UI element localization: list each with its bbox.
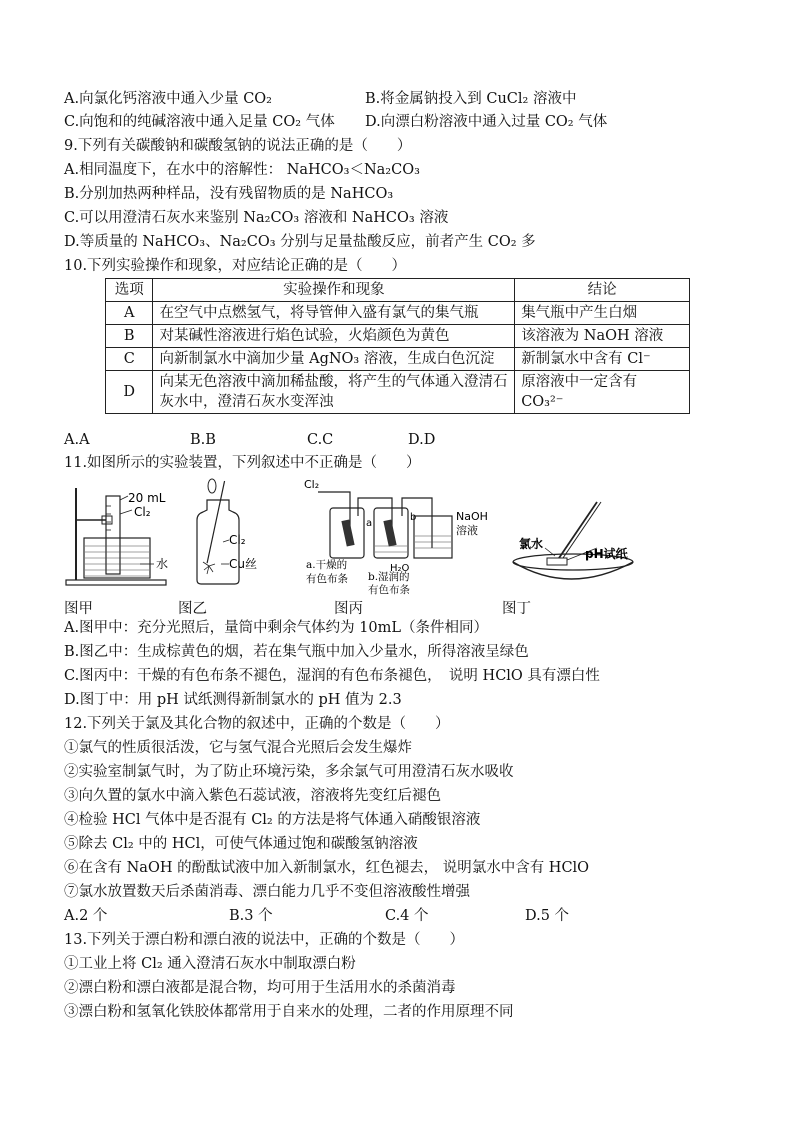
table-cell-option: A	[106, 302, 153, 325]
q8-option-d: D.向漂白粉溶液中通入过量 CO₂ 气体	[365, 114, 608, 130]
q11-stem: 11.如图所示的实验装置，下列叙述中不正确是（ ）	[64, 455, 421, 471]
fig-ding-paper-label: pH试纸	[585, 547, 628, 561]
table-header-conclusion: 结论	[515, 279, 690, 302]
q12-item: ④检验 HCl 气体中是否混有 Cl₂ 的方法是将气体通入硝酸银溶液	[64, 812, 481, 828]
q12-item: ⑦氯水放置数天后杀菌消毒、漂白能力几乎不变但溶液酸性增强	[64, 884, 470, 900]
fig-bing-a-label-line1: a.干燥的	[306, 559, 348, 571]
table-header-row	[106, 279, 690, 302]
q9-option-c: C.可以用澄清石灰水来鉴别 Na₂CO₃ 溶液和 NaHCO₃ 溶液	[64, 210, 449, 226]
table-cell-conclusion: 该溶液为 NaOH 溶液	[515, 325, 690, 348]
q13-item: ①工业上将 Cl₂ 通入澄清石灰水中制取漂白粉	[64, 956, 356, 972]
q11-option-d: D.图丁中：用 pH 试纸测得新制氯水的 pH 值为 2.3	[64, 692, 402, 708]
q9-option-b: B.分别加热两种样品，没有残留物质的是 NaHCO₃	[64, 186, 394, 202]
q12-stem: 12.下列关于氯及其化合物的叙述中，正确的个数是（ ）	[64, 716, 450, 732]
table-cell-conclusion: 集气瓶中产生白烟	[515, 302, 690, 325]
table-row	[106, 325, 690, 348]
figure-jia-graduated-cylinder	[62, 476, 182, 588]
q12-item: ⑤除去 Cl₂ 中的 HCl，可使气体通过饱和碳酸氢钠溶液	[64, 836, 418, 852]
fig-bing-b-label-line1: b.湿润的	[368, 571, 410, 583]
table-row	[106, 371, 690, 414]
q12-item: ③向久置的氯水中滴入紫色石蕊试液，溶液将先变红后褪色	[64, 788, 441, 804]
q9-option-d: D.等质量的 NaHCO₃、Na₂CO₃ 分别与足量盐酸反应，前者产生 CO₂ 多	[64, 234, 536, 250]
fig-jia-water-label: 水	[156, 557, 169, 571]
fig-bing-naoh-label: NaOH	[456, 510, 488, 523]
fig-ding-water-label: 氯水	[519, 537, 544, 551]
fig-jia-gas-label: Cl₂	[134, 505, 151, 519]
q13-stem: 13.下列关于漂白粉和漂白液的说法中，正确的个数是（ ）	[64, 932, 465, 948]
q10-stem: 10.下列实验操作和现象，对应结论正确的是（ ）	[64, 258, 407, 274]
fig-bing-water-label: H₂O	[390, 563, 410, 574]
q12-option-a: A.2 个	[64, 908, 108, 924]
q9-stem: 9.下列有关碳酸钠和碳酸氢钠的说法正确的是（ ）	[64, 138, 412, 154]
q11-option-b: B.图乙中：生成棕黄色的烟，若在集气瓶中加入少量水，所得溶液呈绿色	[64, 644, 529, 660]
table-row	[106, 348, 690, 371]
fig-bing-b-label-line2-html: 有色布条	[368, 584, 410, 596]
q12-option-d: D.5 个	[525, 908, 570, 924]
q8-option-b: B.将金属钠投入到 CuCl₂ 溶液中	[365, 91, 577, 107]
q12-item: ①氯气的性质很活泼，它与氢气混合光照后会发生爆炸	[64, 740, 412, 756]
table-cell-operation: 向某无色溶液中滴加稀盐酸，将产生的气体通入澄清石灰水中，澄清石灰水变浑浊	[153, 371, 515, 414]
q12-option-b: B.3 个	[229, 908, 273, 924]
fig-yi-wire-label: Cu丝	[229, 557, 257, 571]
q10-table	[105, 278, 690, 414]
q13-item: ③漂白粉和氢氧化铁胶体都常用于自来水的处理，二者的作用原理不同	[64, 1004, 514, 1020]
q13-item: ②漂白粉和漂白液都是混合物，均可用于生活用水的杀菌消毒	[64, 980, 456, 996]
q10-option-d: D.D	[408, 432, 436, 448]
figure-ding-ph-test	[505, 476, 655, 588]
table-cell-option: B	[106, 325, 153, 348]
table-header-operation: 实验操作和现象	[153, 279, 515, 302]
fig-label-yi: 图乙	[178, 601, 207, 617]
q8-option-a: A.向氯化钙溶液中通入少量 CO₂	[64, 91, 272, 107]
q11-option-a: A.图甲中：充分光照后，量筒中剩余气体约为 10mL（条件相同）	[64, 620, 489, 636]
fig-bing-solution-label: 溶液	[456, 524, 478, 537]
fig-bing-b-marker: b	[410, 512, 417, 523]
figure-bing-bottles	[300, 476, 490, 588]
table-cell-operation: 在空气中点燃氢气，将导管伸入盛有氯气的集气瓶	[153, 302, 515, 325]
fig-yi-gas-label: Cl₂	[229, 533, 246, 547]
table-cell-operation: 向新制氯水中滴加少量 AgNO₃ 溶液，生成白色沉淀	[153, 348, 515, 371]
table-row	[106, 302, 690, 325]
table-cell-conclusion: 新制氯水中含有 Cl⁻	[515, 348, 690, 371]
q12-item: ②实验室制氯气时，为了防止环境污染，多余氯气可用澄清石灰水吸收	[64, 764, 514, 780]
q12-option-c: C.4 个	[385, 908, 429, 924]
fig-label-jia: 图甲	[64, 601, 93, 617]
q9-option-a: A.相同温度下，在水中的溶解性： NaHCO₃＜Na₂CO₃	[64, 162, 420, 178]
q10-option-c: C.C	[307, 432, 334, 448]
table-cell-operation: 对某碱性溶液进行焰色试验，火焰颜色为黄色	[153, 325, 515, 348]
q12-item: ⑥在含有 NaOH 的酚酞试液中加入新制氯水，红色褪去， 说明氯水中含有 HClO	[64, 860, 590, 876]
q11-option-c: C.图丙中：干燥的有色布条不褪色，湿润的有色布条褪色， 说明 HClO 具有漂白性	[64, 668, 600, 684]
q8-option-c: C.向饱和的纯碱溶液中通入足量 CO₂ 气体	[64, 114, 335, 130]
table-cell-option: D	[106, 371, 153, 414]
figure-yi-gas-jar	[185, 476, 270, 588]
fig-bing-a-marker: a	[366, 518, 373, 529]
fig-label-bing: 图丙	[334, 601, 363, 617]
q10-option-b: B.B	[190, 432, 216, 448]
table-cell-option: C	[106, 348, 153, 371]
fig-label-ding: 图丁	[502, 601, 531, 617]
table-header-option: 选项	[106, 279, 153, 302]
fig-bing-gas-label: Cl₂	[304, 478, 320, 491]
fig-jia-volume-label: 20 mL	[128, 491, 166, 505]
fig-bing-a-label-line2: 有色布条	[306, 573, 348, 585]
table-cell-conclusion: 原溶液中一定含有 CO₃²⁻	[515, 371, 690, 414]
q10-option-a: A.A	[64, 432, 90, 448]
